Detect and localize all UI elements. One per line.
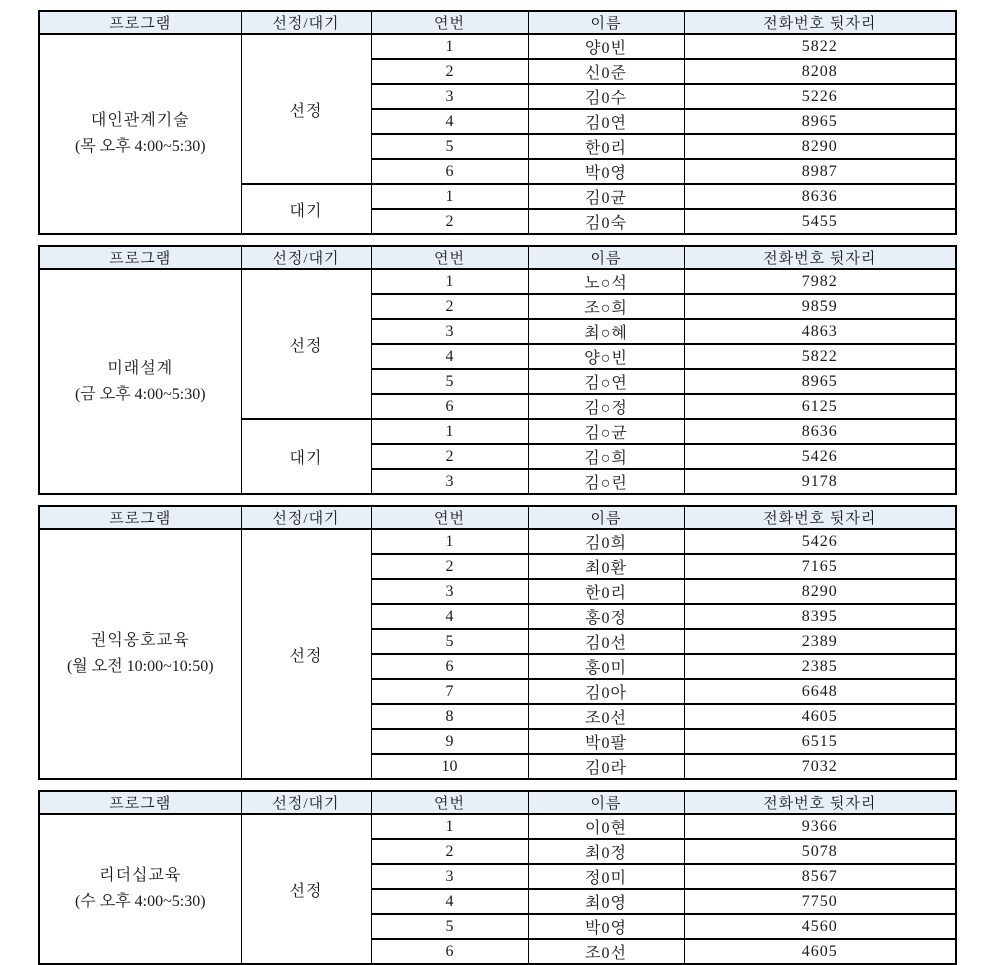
name-cell: 조0선	[528, 939, 684, 964]
name-cell: 양0빈	[528, 34, 684, 59]
table-header	[39, 246, 956, 269]
phone-last-digits-cell: 8636	[684, 184, 956, 209]
phone-last-digits-cell: 9178	[684, 469, 956, 494]
name-cell: 조○희	[528, 294, 684, 319]
serial-number-cell: 5	[371, 914, 528, 939]
header-row	[39, 506, 956, 529]
phone-last-digits-cell: 4605	[684, 704, 956, 729]
column-header: 선정/대기	[241, 506, 371, 529]
program-schedule: (월 오전 10:00~10:50)	[66, 658, 214, 675]
name-cell: 홍0정	[528, 604, 684, 629]
serial-number-cell: 4	[371, 604, 528, 629]
column-header: 연번	[371, 11, 528, 34]
status-cell: 선정	[241, 34, 371, 184]
phone-last-digits-cell: 8567	[684, 864, 956, 889]
header-row	[39, 246, 956, 269]
phone-last-digits-cell: 5822	[684, 344, 956, 369]
status-cell: 대기	[241, 184, 371, 234]
phone-last-digits-cell: 6125	[684, 394, 956, 419]
phone-last-digits-cell: 8965	[684, 369, 956, 394]
column-header: 이름	[528, 11, 684, 34]
serial-number-cell: 3	[371, 864, 528, 889]
phone-last-digits-cell: 5822	[684, 34, 956, 59]
name-cell: 최0영	[528, 889, 684, 914]
phone-last-digits-cell: 4863	[684, 319, 956, 344]
serial-number-cell: 6	[371, 394, 528, 419]
phone-last-digits-cell: 7982	[684, 269, 956, 294]
column-header: 전화번호 뒷자리	[684, 11, 956, 34]
serial-number-cell: 4	[371, 344, 528, 369]
phone-last-digits-cell: 7165	[684, 554, 956, 579]
name-cell: 노○석	[528, 269, 684, 294]
program-cell	[39, 34, 241, 234]
table-header	[39, 506, 956, 529]
serial-number-cell: 6	[371, 939, 528, 964]
name-cell: 김0희	[528, 529, 684, 554]
serial-number-cell: 5	[371, 134, 528, 159]
program-name: 미래설계	[107, 359, 174, 377]
serial-number-cell: 3	[371, 319, 528, 344]
column-header: 이름	[528, 506, 684, 529]
program-name: 대인관계기술	[90, 112, 190, 130]
serial-number-cell: 4	[371, 889, 528, 914]
column-header: 프로그램	[39, 791, 241, 814]
serial-number-cell: 7	[371, 679, 528, 704]
phone-last-digits-cell: 7750	[684, 889, 956, 914]
name-cell: 김0선	[528, 629, 684, 654]
header-row	[39, 791, 956, 814]
status-cell: 선정	[241, 814, 371, 964]
phone-last-digits-cell: 9859	[684, 294, 956, 319]
name-cell: 양○빈	[528, 344, 684, 369]
serial-number-cell: 10	[371, 754, 528, 779]
status-cell: 대기	[241, 419, 371, 494]
column-header: 연번	[371, 506, 528, 529]
phone-last-digits-cell: 4605	[684, 939, 956, 964]
serial-number-cell: 1	[371, 419, 528, 444]
status-cell: 선정	[241, 269, 371, 419]
serial-number-cell: 3	[371, 469, 528, 494]
table-row	[39, 269, 956, 294]
name-cell: 최0정	[528, 839, 684, 864]
program-roster-table	[38, 245, 957, 495]
serial-number-cell: 2	[371, 209, 528, 234]
program-cell	[39, 269, 241, 494]
phone-last-digits-cell: 8208	[684, 59, 956, 84]
name-cell: 신0준	[528, 59, 684, 84]
name-cell: 김0수	[528, 84, 684, 109]
serial-number-cell: 2	[371, 444, 528, 469]
serial-number-cell: 2	[371, 294, 528, 319]
table-header	[39, 791, 956, 814]
column-header: 프로그램	[39, 506, 241, 529]
name-cell: 김○정	[528, 394, 684, 419]
serial-number-cell: 1	[371, 814, 528, 839]
phone-last-digits-cell: 7032	[684, 754, 956, 779]
program-cell	[39, 814, 241, 964]
phone-last-digits-cell: 8290	[684, 134, 956, 159]
phone-last-digits-cell: 5226	[684, 84, 956, 109]
serial-number-cell: 1	[371, 529, 528, 554]
phone-last-digits-cell: 2385	[684, 654, 956, 679]
program-name: 권익옹호교육	[90, 632, 190, 650]
serial-number-cell: 1	[371, 269, 528, 294]
serial-number-cell: 2	[371, 59, 528, 84]
serial-number-cell: 1	[371, 184, 528, 209]
table-body	[39, 34, 956, 234]
name-cell: 최○혜	[528, 319, 684, 344]
program-roster-table	[38, 790, 957, 965]
table-header	[39, 11, 956, 34]
program-name: 리더십교육	[99, 867, 182, 885]
table-row	[39, 34, 956, 59]
program-schedule: (수 오후 4:00~5:30)	[74, 893, 206, 910]
table-row	[39, 529, 956, 554]
phone-last-digits-cell: 6648	[684, 679, 956, 704]
column-header: 전화번호 뒷자리	[684, 246, 956, 269]
status-cell: 선정	[241, 529, 371, 779]
name-cell: 한0리	[528, 134, 684, 159]
phone-last-digits-cell: 5078	[684, 839, 956, 864]
phone-last-digits-cell: 8965	[684, 109, 956, 134]
column-header: 프로그램	[39, 246, 241, 269]
name-cell: 조0선	[528, 704, 684, 729]
serial-number-cell: 2	[371, 839, 528, 864]
name-cell: 이0현	[528, 814, 684, 839]
name-cell: 박0팔	[528, 729, 684, 754]
name-cell: 정0미	[528, 864, 684, 889]
name-cell: 김○린	[528, 469, 684, 494]
table-body	[39, 814, 956, 964]
name-cell: 김0숙	[528, 209, 684, 234]
name-cell: 김0연	[528, 109, 684, 134]
serial-number-cell: 3	[371, 579, 528, 604]
name-cell: 한0리	[528, 579, 684, 604]
column-header: 연번	[371, 246, 528, 269]
column-header: 연번	[371, 791, 528, 814]
serial-number-cell: 2	[371, 554, 528, 579]
name-cell: 홍0미	[528, 654, 684, 679]
header-row	[39, 11, 956, 34]
name-cell: 김○연	[528, 369, 684, 394]
name-cell: 최0환	[528, 554, 684, 579]
serial-number-cell: 5	[371, 629, 528, 654]
program-schedule: (금 오후 4:00~5:30)	[74, 385, 206, 403]
column-header: 프로그램	[39, 11, 241, 34]
program-roster-table	[38, 505, 957, 780]
name-cell: 김0균	[528, 184, 684, 209]
phone-last-digits-cell: 5426	[684, 444, 956, 469]
serial-number-cell: 1	[371, 34, 528, 59]
table-row	[39, 814, 956, 839]
column-header: 선정/대기	[241, 246, 371, 269]
serial-number-cell: 3	[371, 84, 528, 109]
serial-number-cell: 9	[371, 729, 528, 754]
program-schedule: (목 오후 4:00~5:30)	[74, 138, 206, 155]
name-cell: 김○균	[528, 419, 684, 444]
serial-number-cell: 6	[371, 654, 528, 679]
program-cell	[39, 529, 241, 779]
serial-number-cell: 6	[371, 159, 528, 184]
name-cell: 박0영	[528, 159, 684, 184]
program-roster-table	[38, 10, 957, 235]
name-cell: 박0영	[528, 914, 684, 939]
name-cell: 김0라	[528, 754, 684, 779]
name-cell: 김○희	[528, 444, 684, 469]
column-header: 선정/대기	[241, 11, 371, 34]
serial-number-cell: 8	[371, 704, 528, 729]
phone-last-digits-cell: 8395	[684, 604, 956, 629]
column-header: 전화번호 뒷자리	[684, 791, 956, 814]
phone-last-digits-cell: 2389	[684, 629, 956, 654]
name-cell: 김0아	[528, 679, 684, 704]
phone-last-digits-cell: 6515	[684, 729, 956, 754]
column-header: 전화번호 뒷자리	[684, 506, 956, 529]
table-body	[39, 269, 956, 494]
column-header: 선정/대기	[241, 791, 371, 814]
table-body	[39, 529, 956, 779]
column-header: 이름	[528, 791, 684, 814]
phone-last-digits-cell: 9366	[684, 814, 956, 839]
serial-number-cell: 4	[371, 109, 528, 134]
phone-last-digits-cell: 4560	[684, 914, 956, 939]
phone-last-digits-cell: 5426	[684, 529, 956, 554]
serial-number-cell: 5	[371, 369, 528, 394]
phone-last-digits-cell: 8290	[684, 579, 956, 604]
phone-last-digits-cell: 8636	[684, 419, 956, 444]
phone-last-digits-cell: 5455	[684, 209, 956, 234]
phone-last-digits-cell: 8987	[684, 159, 956, 184]
column-header: 이름	[528, 246, 684, 269]
